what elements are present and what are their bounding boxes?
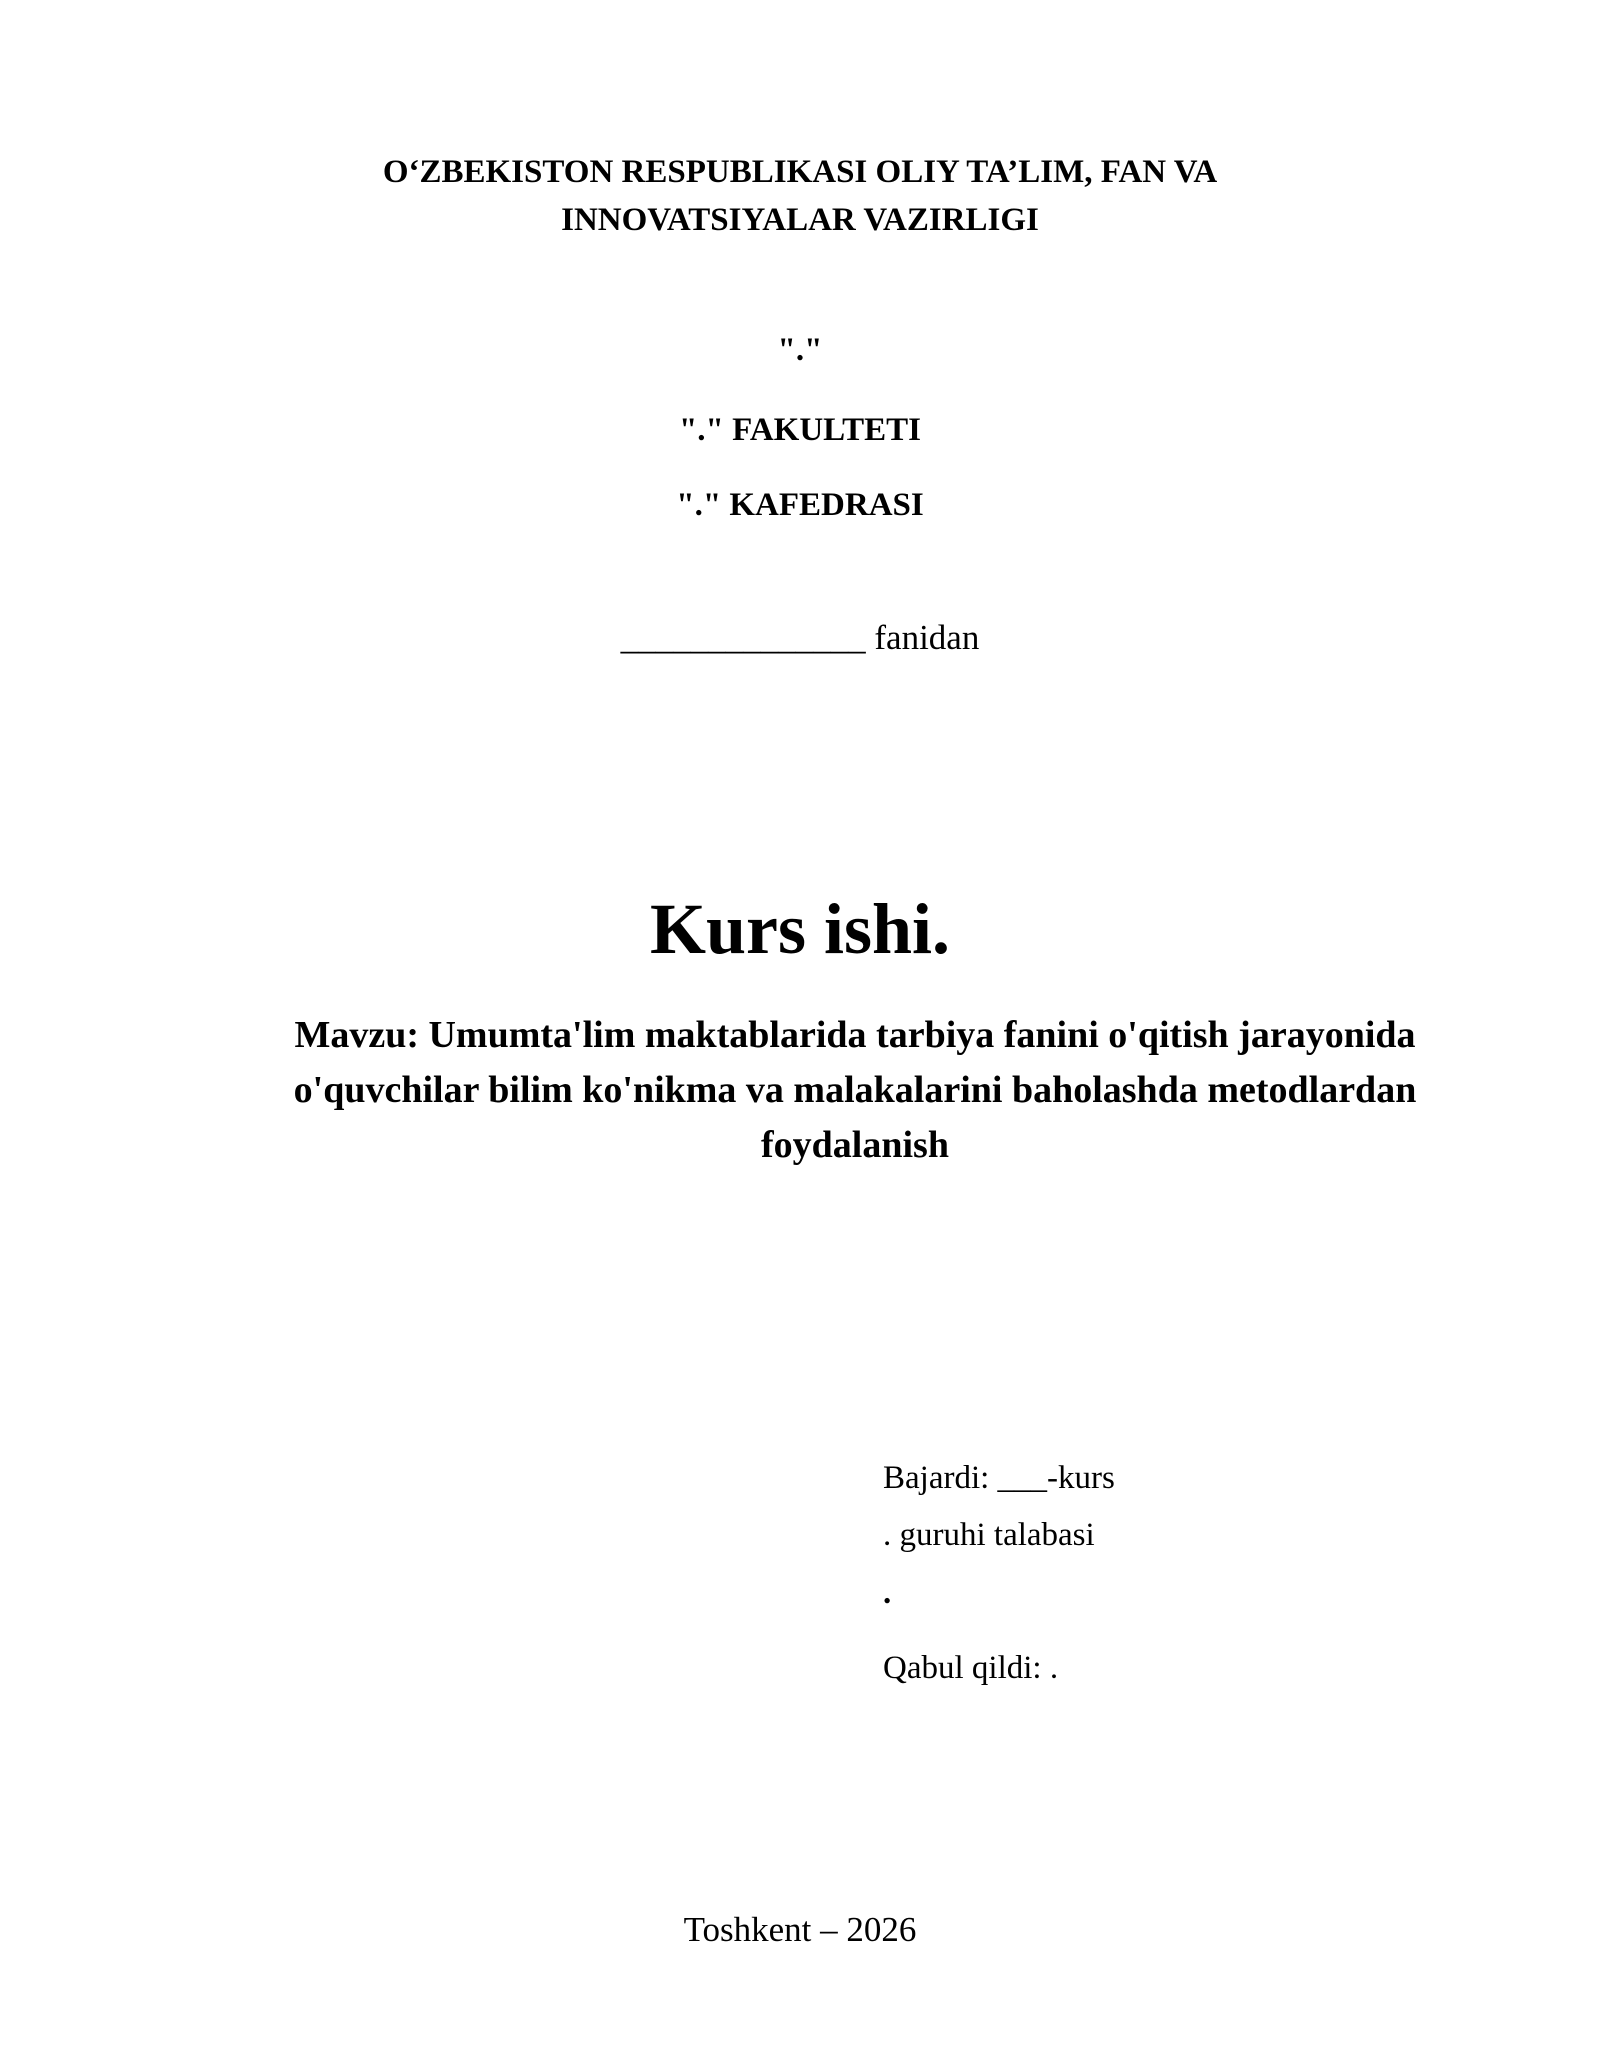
department-name: "." KAFEDRASI: [676, 487, 924, 523]
topic-line-1: Mavzu: Umumta'lim maktablarida tarbiya fanini o'qitish jarayonida: [294, 1014, 1416, 1056]
university-name: ".": [777, 332, 823, 368]
group-line: . guruhi talabasi: [883, 1517, 1095, 1553]
done-by-line: Bajardi: ___-kurs: [883, 1460, 1115, 1496]
accepted-by-line: Qabul qildi: .: [883, 1650, 1059, 1686]
work-title: Kurs ishi.: [649, 889, 951, 969]
ministry-line-1: O‘ZBEKISTON RESPUBLIKASI OLIY TA’LIM, FAN VA: [382, 154, 1218, 190]
student-name-line: .: [883, 1575, 892, 1611]
topic-line-3: foydalanish: [761, 1124, 949, 1166]
faculty-name: "." FAKULTETI: [678, 412, 922, 448]
topic-line-2: o'quvchilar bilim ko'nikma va malakalarini baholashda metodlardan: [293, 1069, 1417, 1111]
ministry-line-2: INNOVATSIYALAR VAZIRLIGI: [561, 202, 1039, 238]
topic-block: [200, 1008, 1510, 1173]
subject-line: ______________ fanidan: [620, 618, 980, 657]
city-year: Toshkent – 2026: [683, 1910, 917, 1949]
ministry-heading: [0, 148, 1600, 244]
